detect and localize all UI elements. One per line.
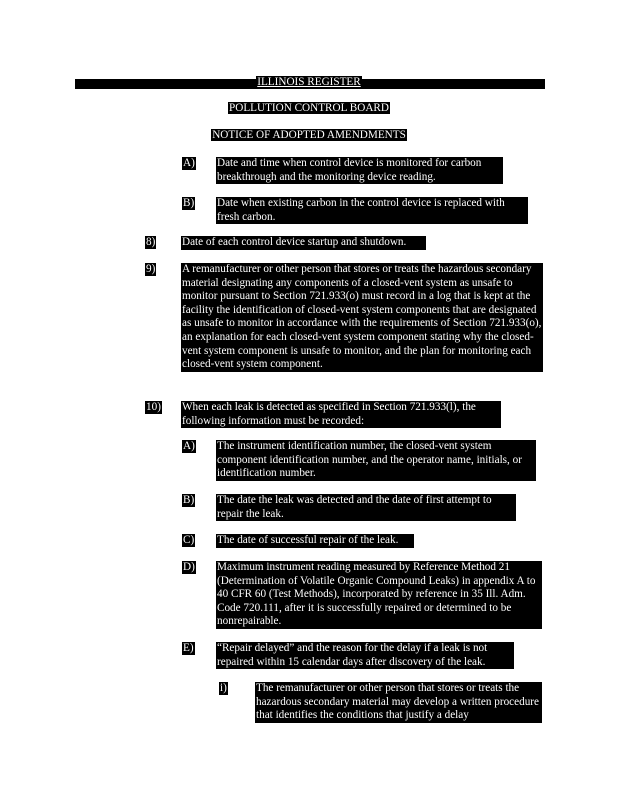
item-label: i) [220,682,227,694]
item-label: C) [183,534,195,546]
item-text [181,401,501,428]
notice-title [0,129,618,142]
board-title [0,102,618,115]
item-text-content: The date of successful repair of the leak. [216,534,414,548]
notice-title-text: NOTICE OF ADOPTED AMENDMENTS [212,129,406,141]
item-text [216,494,516,521]
item-text-content: Date when existing carbon in the control device is replaced with fresh carbon. [216,197,528,224]
item-text [216,642,514,669]
item-text-content: Date of each control device startup and shutdown. [181,236,426,250]
item-label: B) [183,197,195,209]
item-text [181,263,543,372]
item-text-content: The instrument identification number, the closed-vent system component identification number, and the operator name, initials, or identification number. [216,440,536,481]
item-text [181,236,426,250]
register-title-text: ILLINOIS REGISTER [257,76,361,88]
item-text-content: When each leak is detected as specified in Section 721.933(l), the following information must be recorded: [181,401,501,428]
item-text [216,440,536,481]
item-text [216,157,503,184]
item-label: 10) [146,401,161,413]
register-title [0,76,618,89]
item-label: 8) [146,236,156,248]
item-label: A) [183,157,195,169]
item-text-content: “Repair delayed” and the reason for the delay if a leak is not repaired within 15 calendar days after discovery of the leak. [216,642,514,669]
item-text-content: Date and time when control device is monitored for carbon breakthrough and the monitoring device reading. [216,157,503,184]
item-label: D) [183,561,195,573]
item-text-content: The remanufacturer or other person that stores or treats the hazardous secondary material may develop a written procedure that identifies the conditions that justify a delay [255,682,542,723]
item-label: E) [183,642,194,654]
item-text [216,534,414,548]
item-text [216,197,528,224]
item-label: A) [183,440,195,452]
item-text-content: A remanufacturer or other person that stores or treats the hazardous secondary material designating any components of a closed-vent system as unsafe to monitor pursuant to Section 721.933(o) must record in a log that is kept at the facility the identification of closed-vent system components that are designated as unsafe to monitor in accordance with the requirements of Section 721.933(o), an explanation for each closed-vent system component stating why the closed-vent system component is unsafe to monitor, and the plan for monitoring each closed-vent system component. [182,263,542,371]
item-text-content: Maximum instrument reading measured by Reference Method 21 (Determination of Volatile Organic Compound Leaks) in appendix A to 40 CFR 60 (Test Methods), incorporated by reference in 35 Ill. Adm. Code 720.111, after it is successfully repaired or determined to be nonrepairable. [216,561,542,629]
item-label: B) [183,494,195,506]
item-text-content: The date the leak was detected and the date of first attempt to repair the leak. [216,494,516,521]
board-title-text: POLLUTION CONTROL BOARD [229,102,389,114]
item-text [255,682,542,723]
item-text [216,561,542,629]
item-label: 9) [146,263,156,275]
